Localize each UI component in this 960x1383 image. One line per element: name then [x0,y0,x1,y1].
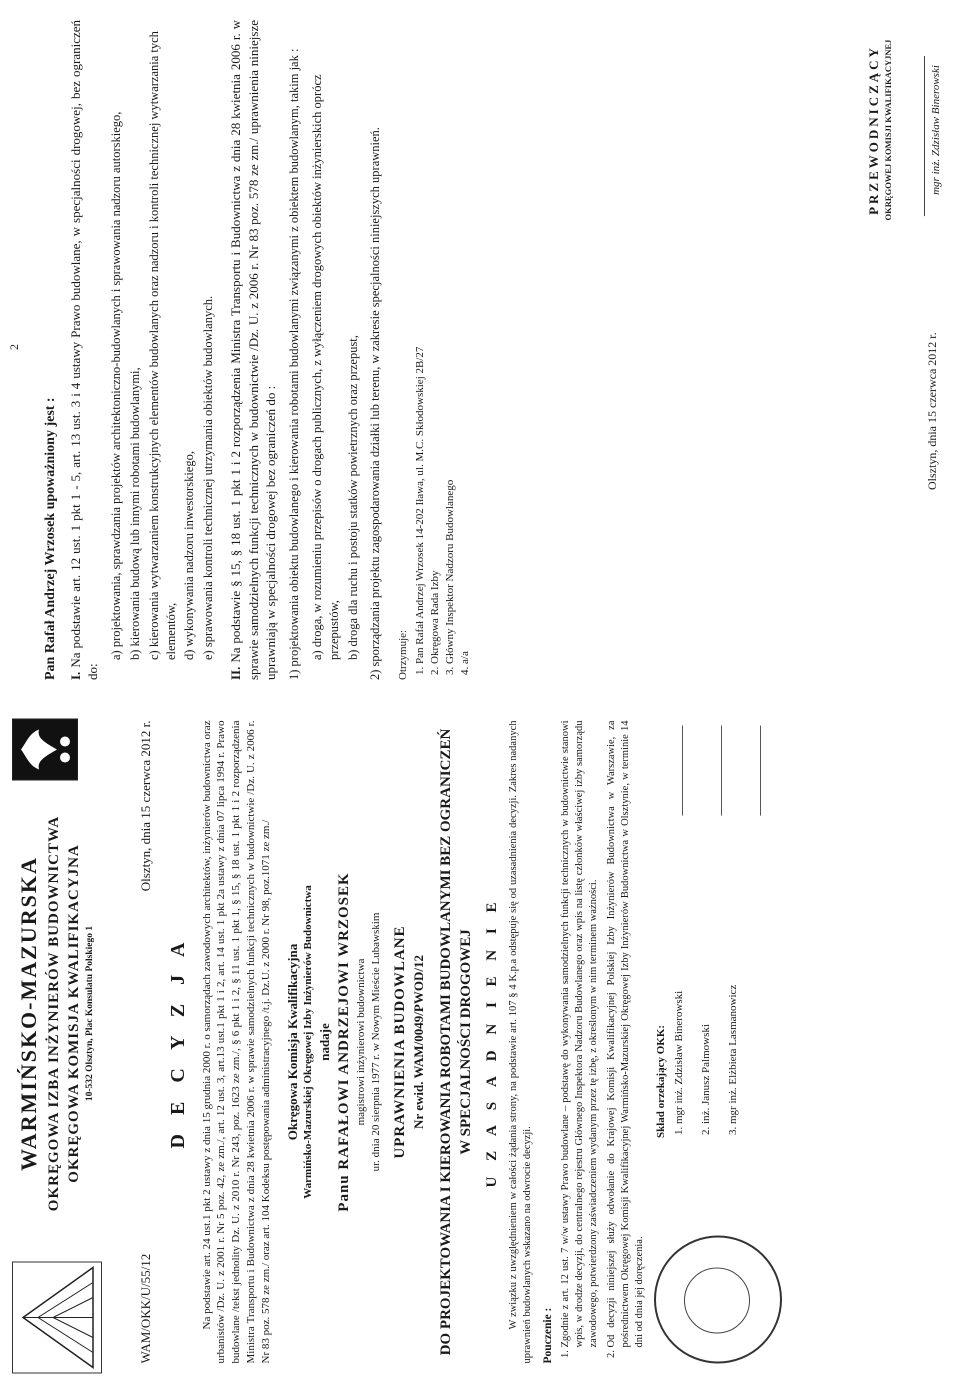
round-seal-icon [654,1235,782,1363]
section-2-text: Na podstawie § 15, § 18 ust. 1 pkt 1 i 2 rozporządzenia Ministra Transportu i Budownictwa z dnia 28 kwietnia 2006 r. w sprawie samodzielnych funkcji technicznych w budownictwie /Dz. U. z 2006 r. Nr 83 poz. 578 ze zm./ uprawnienia niniejsze uprawniają w specjalności drogowej bez ograniczeń do : [228,19,279,680]
chairman-stamp [865,30,944,230]
org-line-1: WARMIŃSKO-MAZURSKA [16,855,41,1171]
page-2-date: Olsztyn, dnia 15 czerwca 2012 r. [924,332,939,490]
section-2 [227,20,280,680]
document-title: D E C Y Z J A [166,935,189,1148]
org-address: 10-532 Olsztyn, Plac Konsulatu Polskiego 1 [85,925,96,1101]
list-item: 2. Od decyzji niniejszej służy odwołanie do Krajowej Komisji Kwalifikacyjnej Polskiej Izby Inżynierów Budownictwa w Warszawie, za pośrednictwem Okręgowej Komisji Kwalifikacyjnej Warmińsko-Mazurskiej Okręgowej Izby Inżynierów Budownictwa w Olsztynie, w terminie 14 dni od dnia jej doręczenia. [605,720,648,1347]
recipient-name: Panu RAFAŁOWI ANDRZEJOWI WRZOSEK [335,871,352,1212]
list-item: 1. Zgodnie z art. 12 ust. 7 w/w ustawy Prawo budowlane – podstawę do wykonywania samodzielnych funkcji technicznych w budownictwie stanowi wpis, w drodze decyzji, do centralnego rejestru Głównego Inspektora Nadzoru Budowlanego oraz wpis na listę członków właściwej izby samorządu zawodowego, potwierdzony zaświadczeniem wydanym przez tę izbę, z określonym w nim terminem ważności. [559,720,602,1347]
section-1-text: Na podstawie art. 12 ust. 1 pkt 1 - 5, art. 13 ust. 3 i 4 ustawy Prawo budowlane, w specjalności drogowej, bez ograniczeń do: [67,19,101,680]
instruction-title: Pouczenie : [542,1307,555,1363]
signatures [654,720,782,810]
document-date: Olsztyn, dnia 15 czerwca 2012 r. [138,720,153,891]
rights-scope: DO PROJEKTOWANIA I KIEROWANIA ROBOTAMI BUDOWLANYMI BEZ OGRANICZEŃ W SPECJALNOŚCI DROGOWEJ [438,728,474,1355]
legal-basis: Na podstawie art. 24 ust.1 pkt 2 ustawy z dnia 15 grudnia 2000 r. o samorządach zawodowych architektów, inżynierów budownictwa oraz urbanistów /Dz. U. z 2001 r. Nr 5 poz. 42, ze zm./, art. 12 ust. 3, art.13 ust.1 pkt 1 i 2, art. 14 ust. 1 pkt 2a ustawy z dnia 07 lipca 1994 r. Prawo budowlane /tekst jednolity Dz. U. z 2010 r. Nr 243, poz. 1623 ze zm./, § 6 pkt 1 i 2, § 11 ust. 1 pkt 1, § 15, § 18 ust. 1 pkt 1 i 2 rozporządzenia Ministra Transportu i Budownictwa z dnia 28 kwietnia 2006 r. w sprawie samodzielnych funkcji technicznych w budownictwie /Dz. U. z 2006 r. Nr 83 poz. 578 ze zm./ oraz art. 104 Kodeksu postępowania administracyjnego /t.j. Dz.U. z 2000 r. Nr 98, poz.1071 ze zm./ [200,720,272,1363]
stamp-org: OKRĘGOWEJ KOMISJI KWALIFIKACYJNEJ [882,39,893,221]
signature-icon [898,44,925,217]
list-item: b) kierowania budową lub innymi robotami budowlanymi, [127,367,142,660]
list-item: 4. a/a [458,20,473,664]
recipient-qualification: magistrowi inżynierowi budownictwa [354,958,367,1125]
list-item: 1. mgr inż. Zdzisław Binerowski [672,908,687,1124]
section-1-list [108,20,217,660]
recipient-birth: ur. dnia 20 sierpnia 1977 r. w Nowym Mieście Lubawskim [369,912,382,1171]
justification-text: W związku z uwzględnieniem w całości żądania strony, na podstawie art. 107 § 4 K.p.a odstępuje się od uzasadnienia decyzji. Zakres nadanych uprawnień budowlanych wskazano na odwrocie decyzji. [507,720,533,1363]
stamp-title: PRZEWODNICZĄCY [866,45,882,215]
eagle-crest-icon [12,718,78,780]
section-2-sublist [309,20,362,660]
letterhead [14,720,97,1223]
reference-number: WAM/OKK/U/55/12 [138,1253,153,1363]
list-item: 2. Okręgowa Rada Izby [428,20,443,664]
section-2-item-1: 1) projektowania obiektu budowlanego i kierowania robotami budowlanymi związanymi z obiektem budowlanym, takim jak : [286,48,301,680]
list-item: 3. Główny Inspektor Nadzoru Budowlanego [443,20,458,664]
commission-chamber: Warmińsko-Mazurskiej Okręgowej Izby Inżynierów Budownictwa [302,884,315,1199]
panel-members [654,908,782,1138]
list-item: 2. inż. Janusz Palmowski [699,908,714,1124]
list-item: c) kierowania wytwarzaniem konstrukcyjnych elementów budowlanych oraz nadzoru i kontroli technicznej wytwarzania tych elementów, [146,31,178,660]
addressee: Pan Rafał Andrzej Wrzosek upoważniony jest : [43,397,58,680]
panel-title: Skład orzekający OKK: [654,1024,667,1138]
list-item: d) wykonywania nadzoru inwestorskiego, [182,451,197,660]
list-item: e) sprawowania kontroli technicznej utrzymania obiektów budowlanych. [201,295,216,660]
org-line-2: OKRĘGOWA IZBA INŻYNIERÓW BUDOWNICTWA [45,815,62,1211]
commission-name: Okręgowa Komisja Kwalifikacyjna [284,943,300,1140]
logo-icon [12,1261,102,1373]
org-line-3: OKRĘGOWA KOMISJA KWALIFIKACYJNA [65,843,82,1183]
signature-icon [732,715,761,816]
rights-title: UPRAWNIENIA BUDOWLANE [391,924,408,1159]
signatures-block [654,720,782,1363]
reference-line [137,720,155,1363]
instruction-list [559,720,648,1347]
list-item: b) droga dla ruchu i postoju statków powietrznych oraz przepust, [345,335,360,660]
distribution-title: Otrzymuje: [397,629,410,680]
signature-icon [693,715,722,816]
page-number: 2 [7,344,21,350]
distribution-list [396,20,472,680]
list-item: 1. Pan Rafał Andrzej Wrzosek 14-202 Iława, ul. M.C. Skłodowskiej 2B/27 [413,20,428,664]
list-item: a) projektowania, sprawdzania projektów architektoniczno-budowlanych i sprawowania nadzoru autorskiego, [108,111,123,660]
stamp-name: mgr inż. Zdzisław Binerowski [930,65,943,195]
justification-title: U Z A S A D N I E N I E [484,896,501,1187]
signature-icon [654,715,683,816]
section-2-head: II. [228,666,244,680]
grants-verb: nadaje [317,1022,333,1061]
list-item: a) droga, w rozumieniu przepisów o drogach publicznych, z wyłączeniem drogowych obiektów inżynierskich oprócz przepustów, [309,74,341,660]
page-1 [0,700,960,1383]
record-number: Nr ewid. WAM/0049/PWOD/12 [410,954,426,1129]
section-1 [67,20,102,680]
section-2-item-2: 2) sporządzania projektu zagospodarowania działki lub terenu, w zakresie specjalności niniejszych uprawnień. [368,127,383,680]
list-item: 3. mgr inż. Elżbieta Lasmanowicz [726,908,741,1124]
section-1-head: I. [67,671,83,680]
